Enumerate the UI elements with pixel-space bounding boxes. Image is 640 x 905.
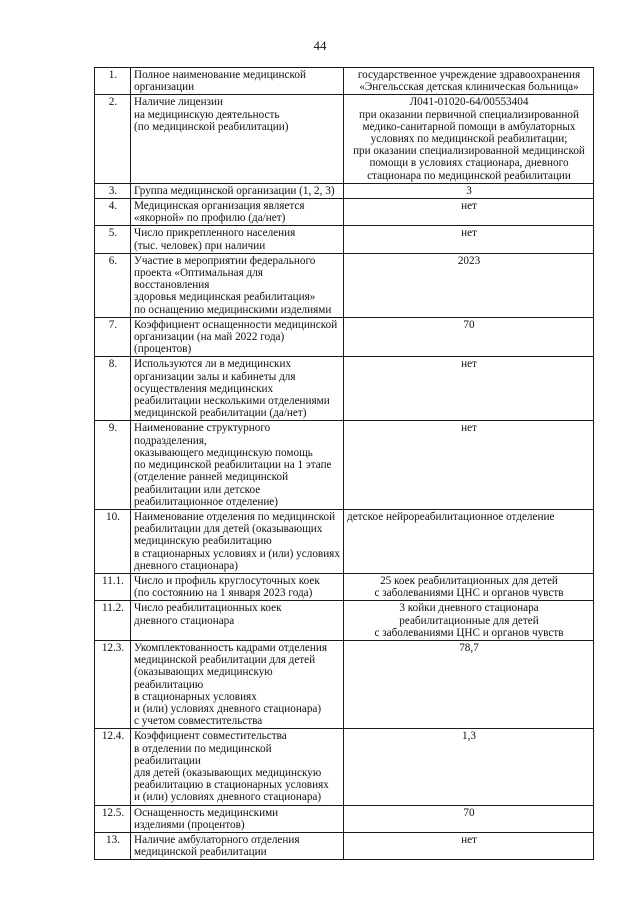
table-row — [95, 226, 594, 253]
label-line: Используются ли в медицинских — [134, 358, 292, 371]
value-line: медико-санитарной помощи в амбулаторных — [362, 120, 576, 133]
value-line: 1,3 — [462, 730, 476, 743]
label-line: Число реабилитационных коек — [134, 602, 282, 615]
label-line: проекта «Оптимальная для восстановления — [134, 267, 263, 292]
table-row — [95, 199, 594, 226]
value-line: условиях по медицинской реабилитации; — [370, 133, 568, 146]
row-number: 11.1. — [95, 573, 131, 600]
row-label — [131, 357, 344, 421]
row-number: 7. — [95, 317, 131, 357]
label-line: организации (на май 2022 года) (процентов) — [134, 331, 285, 356]
row-number: 13. — [95, 832, 131, 859]
value-line: реабилитационные для детей — [399, 614, 539, 627]
row-value — [344, 226, 594, 253]
label-line: (по медицинской реабилитации) — [134, 120, 289, 133]
label-line: для детей (оказывающих медицинскую — [134, 766, 322, 779]
row-label — [131, 95, 344, 183]
table-row — [95, 421, 594, 509]
row-number: 12.4. — [95, 729, 131, 805]
info-table — [94, 67, 594, 860]
row-value — [344, 805, 594, 832]
row-label — [131, 640, 344, 728]
row-label — [131, 729, 344, 805]
label-line: медицинской реабилитации — [134, 846, 267, 859]
label-line: Наличие амбулаторного отделения — [134, 833, 300, 846]
label-line: Группа медицинской организации (1, 2, 3) — [134, 184, 335, 197]
row-label — [131, 68, 344, 95]
value-line: нет — [461, 422, 477, 435]
table-row — [95, 601, 594, 641]
row-value — [344, 68, 594, 95]
label-line: с учетом совместительства — [134, 715, 263, 728]
label-line: Наименование структурного подразделения, — [134, 422, 271, 447]
row-label — [131, 421, 344, 509]
label-line: (по состоянию на 1 января 2023 года) — [134, 587, 313, 600]
row-number: 3. — [95, 183, 131, 198]
label-line: реабилитации для детей (оказывающих — [134, 523, 323, 536]
row-number: 5. — [95, 226, 131, 253]
row-value — [344, 253, 594, 317]
label-line: «якорной» по профилю (да/нет) — [134, 212, 286, 225]
label-line: оказывающего медицинскую помощь — [134, 446, 313, 459]
value-line: стационара по медицинской реабилитации — [367, 169, 571, 182]
label-line: изделиями (процентов) — [134, 818, 245, 831]
label-line: в стационарных условиях и (или) условиях — [134, 547, 340, 560]
value-line: 2023 — [457, 254, 481, 267]
value-line: 78,7 — [459, 641, 479, 654]
table-row — [95, 357, 594, 421]
info-table-body — [95, 68, 594, 860]
label-line: в стационарных условиях — [134, 690, 257, 703]
label-line: Коэффициент оснащенности медицинской — [134, 318, 338, 331]
label-line: Оснащенность медицинскими — [134, 806, 279, 819]
value-line: государственное учреждение здравоохранения — [357, 69, 581, 81]
row-label — [131, 832, 344, 859]
row-label — [131, 199, 344, 226]
label-line: организации залы и кабинеты для — [134, 370, 296, 383]
table-row — [95, 805, 594, 832]
label-line: дневного стационара) — [134, 559, 238, 572]
row-value — [344, 317, 594, 357]
table-row — [95, 317, 594, 357]
label-line: медицинской реабилитации (да/нет) — [134, 407, 307, 420]
row-number: 4. — [95, 199, 131, 226]
label-line: медицинскую реабилитацию — [134, 535, 272, 548]
label-line: дневного стационара — [134, 614, 235, 627]
row-number: 12.3. — [95, 640, 131, 728]
row-label — [131, 183, 344, 198]
row-label — [131, 805, 344, 832]
row-value — [344, 509, 594, 573]
label-line: реабилитации или детское — [134, 483, 261, 496]
value-line: с заболеваниями ЦНС и органов чувств — [374, 587, 564, 600]
row-number: 10. — [95, 509, 131, 573]
value-line: 70 — [463, 318, 475, 331]
table-row — [95, 729, 594, 805]
label-line: реабилитацию в стационарных условиях — [134, 779, 329, 792]
row-value — [344, 573, 594, 600]
label-line: осуществления медицинских — [134, 382, 274, 395]
row-number: 12.5. — [95, 805, 131, 832]
label-line: Полное наименование медицинской — [134, 69, 306, 81]
label-line: по медицинской реабилитации на 1 этапе — [134, 459, 332, 472]
label-line: реабилитационное отделение) — [134, 495, 278, 508]
table-row — [95, 68, 594, 95]
value-line: 70 — [463, 806, 475, 819]
label-line: Число и профиль круглосуточных коек — [134, 574, 320, 587]
label-line: в отделении по медицинской реабилитации — [134, 742, 272, 767]
table-row — [95, 183, 594, 198]
label-line: Медицинская организация является — [134, 200, 305, 213]
row-label — [131, 573, 344, 600]
label-line: Коэффициент совместительства — [134, 730, 287, 743]
row-value — [344, 729, 594, 805]
value-line: при оказании первичной специализированной — [359, 108, 579, 121]
value-line: 3 койки дневного стационара — [399, 602, 539, 615]
value-line: нет — [461, 833, 477, 846]
table-row — [95, 640, 594, 728]
value-line: нет — [461, 227, 477, 240]
row-value — [344, 421, 594, 509]
label-line: (тыс. человек) при наличии — [134, 239, 266, 252]
row-number: 11.2. — [95, 601, 131, 641]
value-line: «Энгельсская детская клиническая больница» — [359, 81, 579, 94]
row-number: 9. — [95, 421, 131, 509]
row-value — [344, 199, 594, 226]
value-line: 25 коек реабилитационных для детей — [380, 574, 558, 587]
page-number: 44 — [313, 38, 327, 53]
label-line: Наличие лицензии — [134, 96, 223, 109]
value-line: нет — [461, 200, 477, 213]
row-number: 8. — [95, 357, 131, 421]
label-line: организации — [134, 81, 195, 94]
row-value — [344, 95, 594, 183]
row-label — [131, 226, 344, 253]
label-line: и (или) условиях дневного стационара) — [134, 702, 322, 715]
row-value — [344, 640, 594, 728]
label-line: на медицинскую деятельность — [134, 108, 280, 121]
label-line: Наименование отделения по медицинской — [134, 510, 336, 523]
label-line: и (или) условиях дневного стационара) — [134, 791, 322, 804]
row-number: 6. — [95, 253, 131, 317]
row-label — [131, 601, 344, 641]
label-line: (оказывающих медицинскую реабилитацию — [134, 666, 273, 691]
row-value — [344, 832, 594, 859]
label-line: реабилитации несколькими отделениями — [134, 395, 330, 408]
row-label — [131, 317, 344, 357]
label-line: (отделение ранней медицинской — [134, 471, 289, 484]
row-value — [344, 357, 594, 421]
row-label — [131, 253, 344, 317]
value-line: Л041-01020-64/00553404 — [409, 96, 529, 109]
table-row — [95, 573, 594, 600]
table-row — [95, 832, 594, 859]
label-line: здоровья медицинская реабилитация» — [134, 291, 316, 304]
label-line: Число прикрепленного населения — [134, 227, 296, 240]
label-line: Участие в мероприятии федерального — [134, 254, 316, 267]
value-line: при оказании специализированной медицинской — [353, 145, 585, 158]
table-row — [95, 509, 594, 573]
row-value — [344, 183, 594, 198]
row-number: 2. — [95, 95, 131, 183]
table-row — [95, 253, 594, 317]
value-line: нет — [461, 358, 477, 371]
label-line: по оснащению медицинскими изделиями — [134, 303, 332, 316]
value-line: помощи в условиях стационара, дневного — [369, 157, 569, 170]
value-line: детское нейрореабилитационное отделение — [347, 510, 555, 523]
table-row — [95, 95, 594, 183]
row-value — [344, 601, 594, 641]
row-label — [131, 509, 344, 573]
value-line: с заболеваниями ЦНС и органов чувств — [374, 626, 564, 639]
label-line: Укомплектованность кадрами отделения — [134, 641, 327, 654]
label-line: медицинской реабилитации для детей — [134, 654, 316, 667]
value-line: 3 — [466, 184, 472, 197]
row-number: 1. — [95, 68, 131, 95]
